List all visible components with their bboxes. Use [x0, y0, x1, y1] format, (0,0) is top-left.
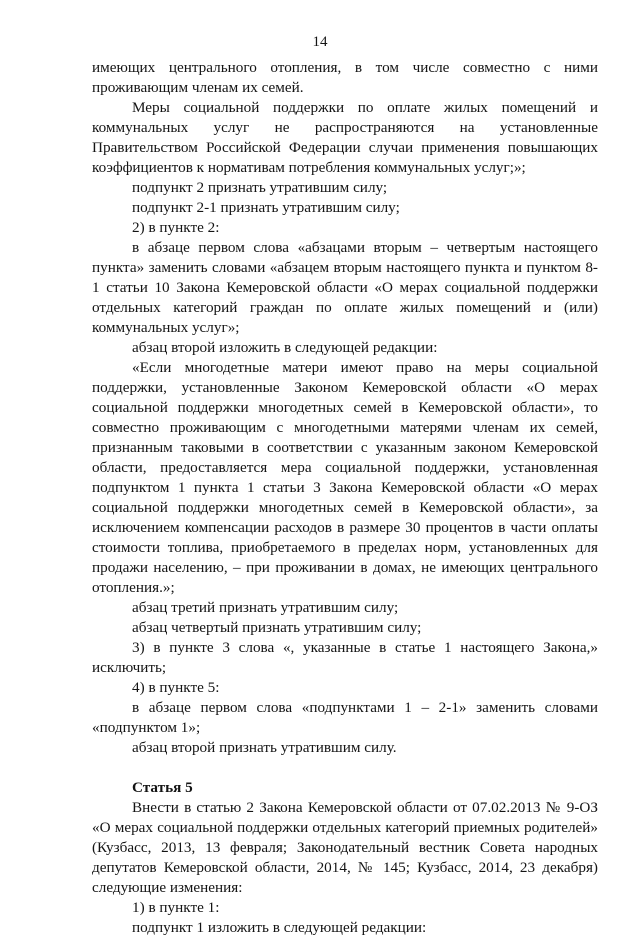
paragraph: Внести в статью 2 Закона Кемеровской области от 07.02.2013 № 9-ОЗ «О мерах социальной поддержки отдельных категорий приемных родителей» (Кузбасс, 2013, 13 февраля; Законодательный вестник Совета народных депутатов Кемеровской области, 2014, № 145; Кузбасс, 2014, 23 декабря) следующие изменения: [92, 799, 598, 896]
document-body [92, 58, 598, 938]
paragraph: абзац второй изложить в следующей редакции: [132, 339, 438, 356]
paragraph: абзац третий признать утратившим силу; [132, 599, 399, 616]
paragraph: Меры социальной поддержки по оплате жилых помещений и коммунальных услуг не распространяются на установленные Правительством Российской Федерации случаи применения повышающих коэффициентов к нормативам потребления коммунальных услуг;»; [92, 99, 598, 176]
paragraph: подпункт 1 изложить в следующей редакции: [132, 919, 427, 936]
paragraph: в абзаце первом слова «абзацами вторым – четвертым настоящего пункта» заменить словами «абзацем вторым настоящего пункта и пунктом 8-1 статьи 10 Закона Кемеровской области «О мерах социальной поддержки отдельных категорий граждан по оплате жилых помещений и (или) коммунальных услуг»; [92, 239, 598, 336]
paragraph: 1) в пункте 1: [132, 899, 220, 916]
paragraph: абзац четвертый признать утратившим силу; [132, 619, 422, 636]
paragraph: 4) в пункте 5: [132, 679, 220, 696]
page-number: 14 [312, 34, 328, 50]
paragraph: 2) в пункте 2: [132, 219, 220, 236]
paragraph: абзац второй признать утратившим силу. [132, 739, 397, 756]
paragraph: подпункт 2-1 признать утратившим силу; [132, 199, 400, 216]
article-title: Статья 5 [132, 779, 193, 796]
paragraph: 3) в пункте 3 слова «, указанные в статье 1 настоящего Закона,» исключить; [92, 639, 598, 676]
paragraph: «Если многодетные матери имеют право на меры социальной поддержки, установленные Законом Кемеровской области «О мерах социальной поддержки многодетных семей в Кемеровской области», то совместно проживающим с многодетными матерями членам их семей, признанным таковыми в соответствии с указанным законом Кемеровской области, предоставляется мера социальной поддержки, установленная подпунктом 1 пункта 1 статьи 3 Закона Кемеровской области «О мерах социальной поддержки многодетных семей в Кемеровской области», за исключением компенсации расходов в размере 30 процентов в части оплаты стоимости топлива, приобретаемого в пределах норм, установленных для продажи населению, – при проживании в домах, не имеющих центрального отопления.»; [92, 359, 598, 596]
paragraph: имеющих центрального отопления, в том числе совместно с ними проживающим членам их семей. [92, 59, 598, 96]
spacer [92, 758, 598, 778]
paragraph: подпункт 2 признать утратившим силу; [132, 179, 388, 196]
paragraph: в абзаце первом слова «подпунктами 1 – 2-1» заменить словами «подпунктом 1»; [92, 699, 598, 736]
